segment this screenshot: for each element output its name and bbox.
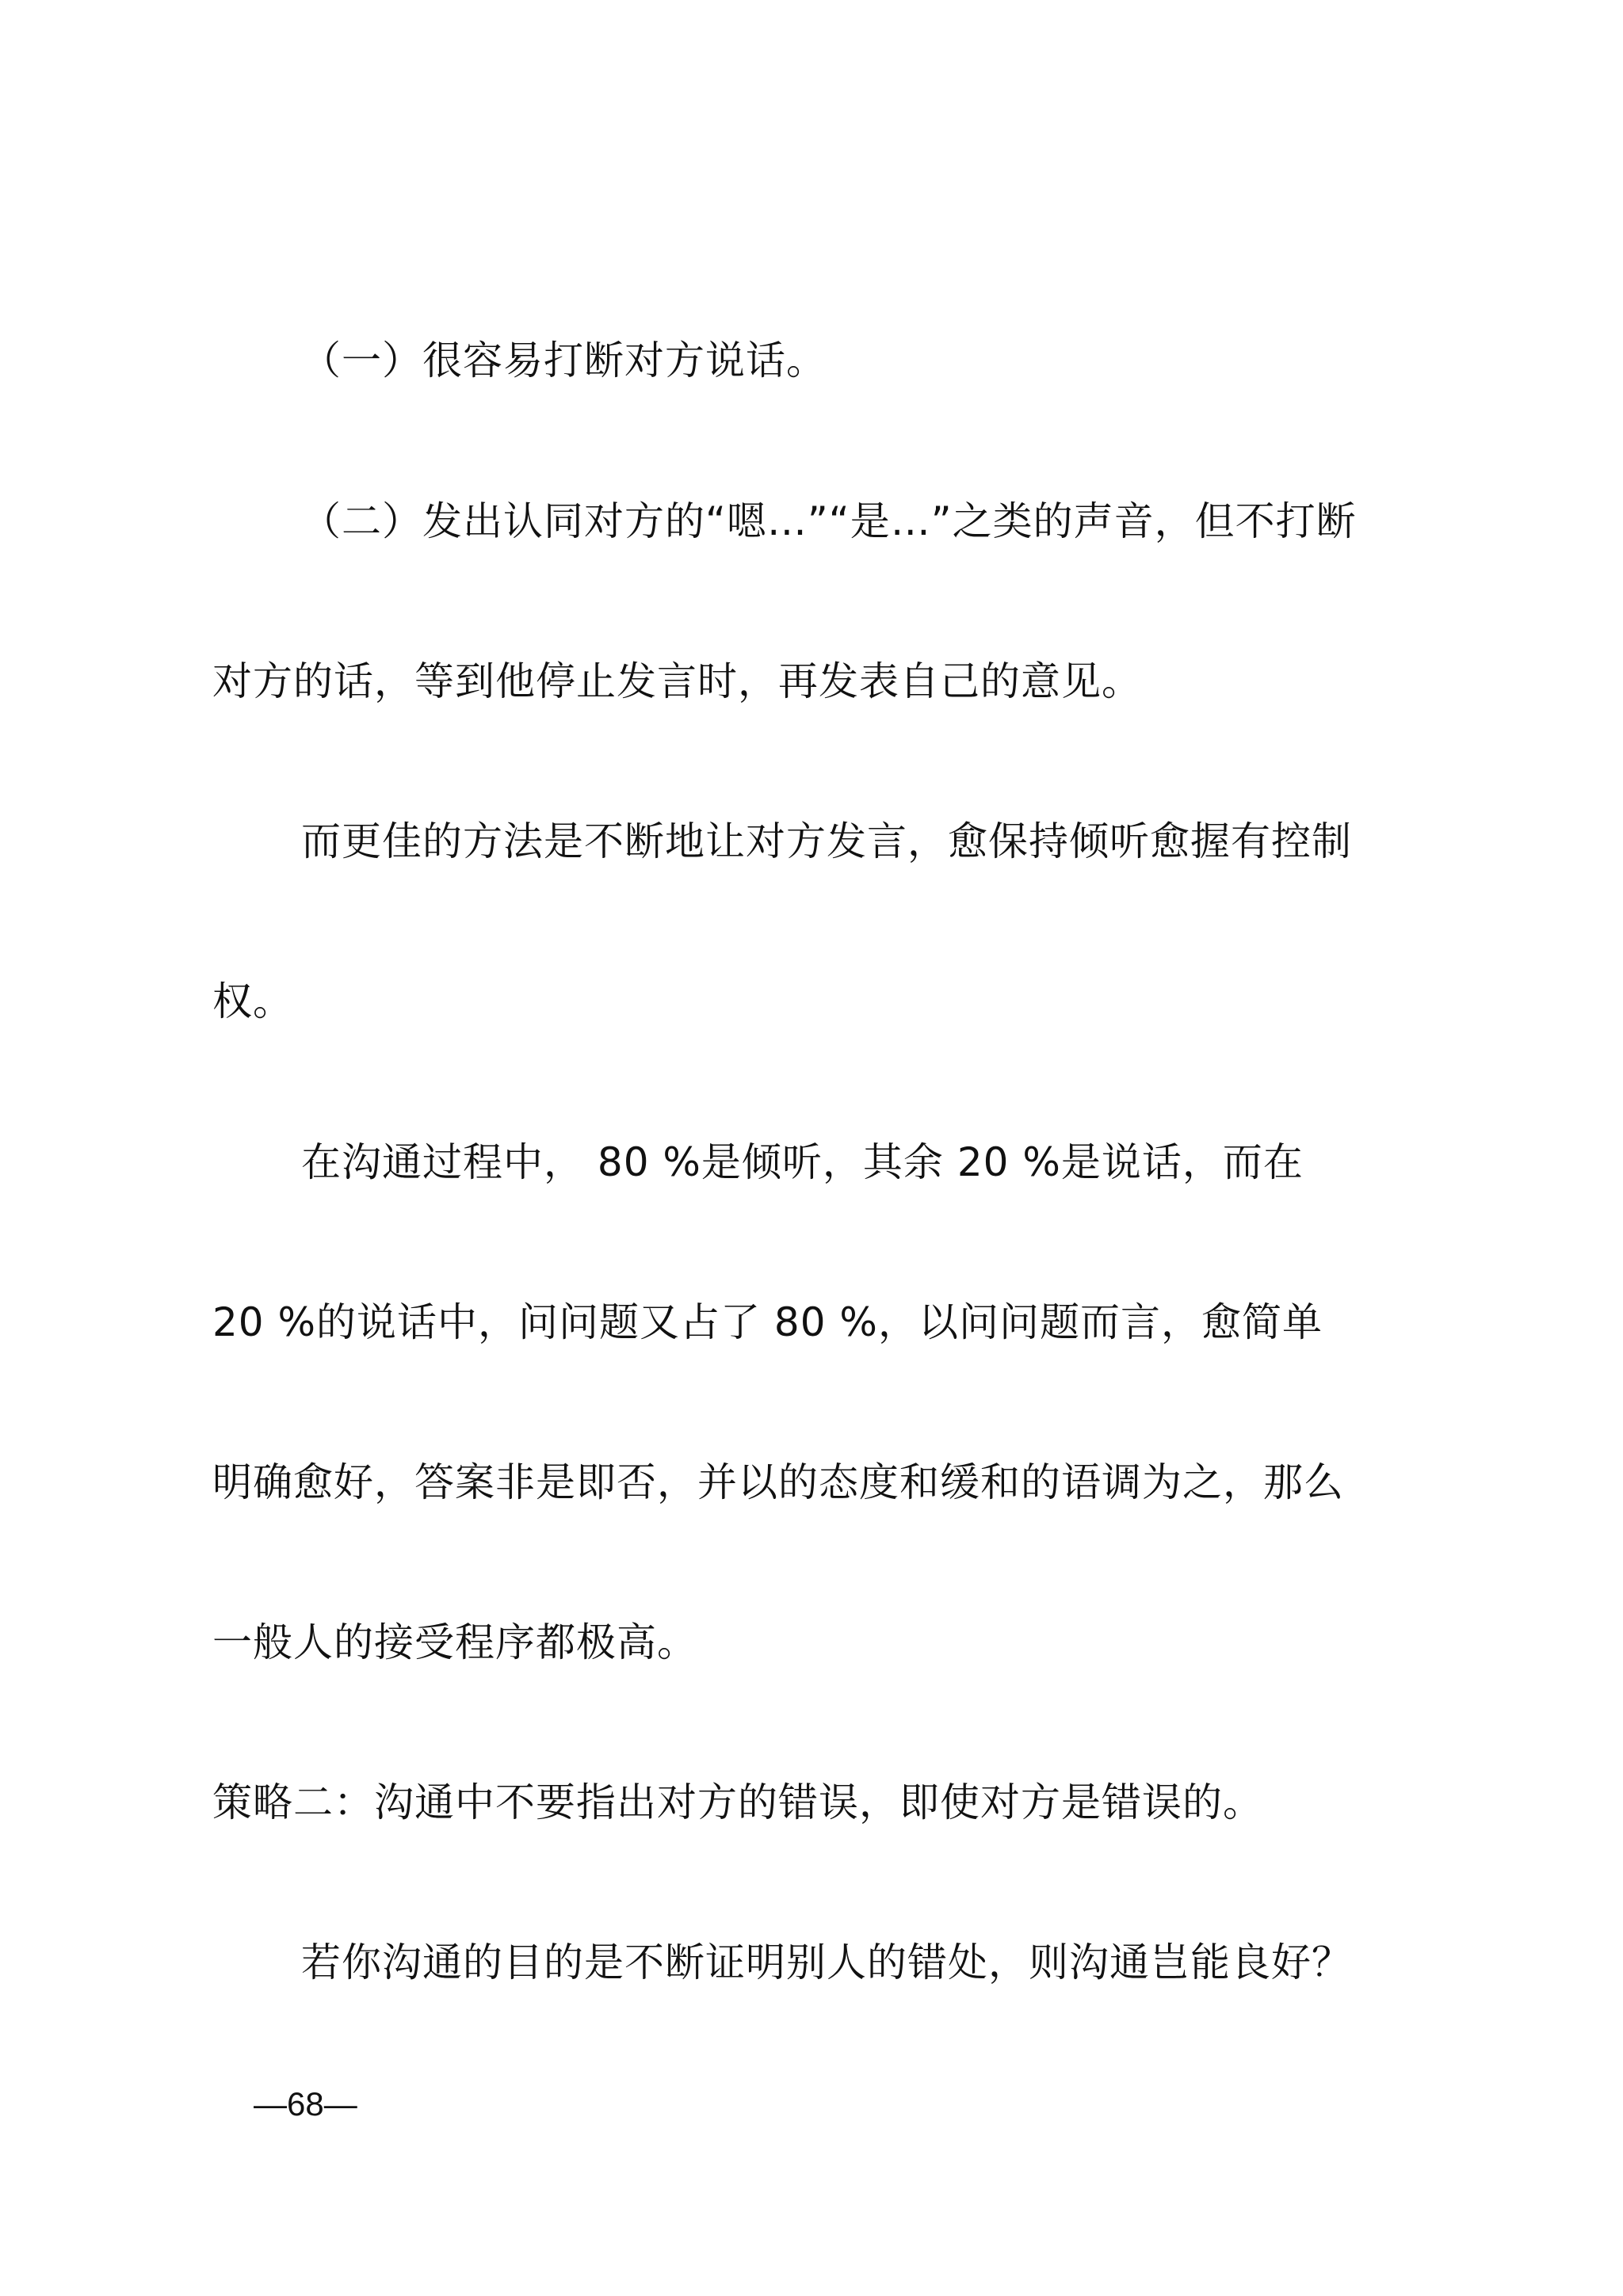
paragraph-line-4: 而更佳的方法是不断地让对方发言，愈保持倾听愈握有控制 xyxy=(301,818,1352,864)
paragraph-line-6: 在沟通过程中， 80 %是倾听，其余 20 %是说话，而在 xyxy=(301,1139,1304,1185)
paragraph-line-7: 20 %的说话中，问问题又占了 80 %，以问问题而言，愈简单 xyxy=(212,1299,1323,1345)
page-number: —68— xyxy=(254,2085,357,2122)
section-heading-strategy-2: 策略二：沟通中不要指出对方的错误，即使对方是错误的。 xyxy=(212,1779,1263,1825)
paragraph-line-11: 若你沟通的目的是不断证明别人的错处，则沟通岂能良好？ xyxy=(301,1939,1352,1985)
paragraph-line-1: （一）很容易打断对方说话。 xyxy=(301,338,827,383)
paragraph-line-8: 明确愈好，答案非是即否，并以的态度和缓和的语调为之，那么 xyxy=(212,1459,1344,1505)
paragraph-line-9: 一般人的接受程序都极高。 xyxy=(212,1619,697,1665)
paragraph-line-3: 对方的话，等到他停止发言时，再发表自己的意见。 xyxy=(212,658,1142,704)
paragraph-line-5: 权。 xyxy=(212,978,293,1024)
paragraph-line-2: （二）发出认同对方的“嗯…”“是…”之类的声音，但不打断 xyxy=(301,498,1357,544)
